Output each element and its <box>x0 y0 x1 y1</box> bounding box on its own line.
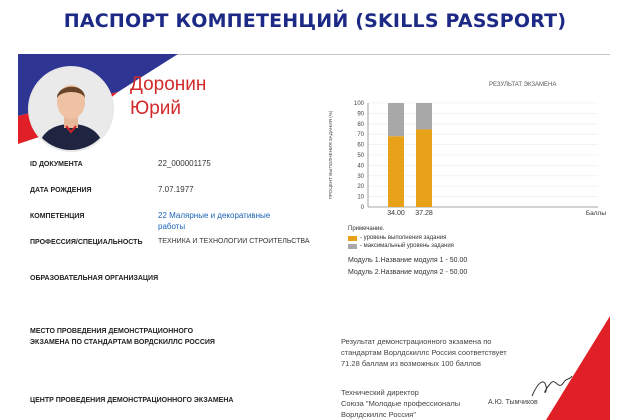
chart-title: РЕЗУЛЬТАТ ЭКЗАМЕНА <box>489 82 557 88</box>
y-tick-label: 70 <box>357 132 364 139</box>
exam-place-label-line2: ЭКЗАМЕНА ПО СТАНДАРТАМ ВОРДСКИЛЛС РОССИЯ <box>30 339 215 346</box>
y-axis-label: ПРОЦЕНТ ВЫПОЛНЕНИЯ ЗАДАНИЯ (%) <box>328 110 333 200</box>
page-title: ПАСПОРТ КОМПЕТЕНЦИЙ (SKILLS PASSPORT) <box>63 10 567 32</box>
y-tick-label: 80 <box>357 121 364 128</box>
signatory-line-2: Союза "Молодые профессионалы <box>341 399 461 408</box>
signatory-name: А.Ю. Тымчиков <box>488 399 538 406</box>
y-tick-label: 40 <box>357 163 364 170</box>
legend-label-max: - максимальный уровень задания <box>360 243 454 249</box>
skills-passport-document <box>18 54 610 420</box>
result-line-2: стандартам Ворлдскиллс Россия соответствует <box>341 348 507 357</box>
profession-label: ПРОФЕССИЯ/СПЕЦИАЛЬНОСТЬ <box>30 239 143 246</box>
competence-value-line2: работы <box>158 222 186 231</box>
result-line-1: Результат демонстрационного экзамена по <box>341 337 492 346</box>
doc-id-label: ID ДОКУМЕНТА <box>30 161 83 168</box>
result-line-3: 71.28 баллам из возможных 100 баллов <box>341 359 481 368</box>
birth-date-value: 7.07.1977 <box>158 185 194 194</box>
exam-place-label-line1: МЕСТО ПРОВЕДЕНИЯ ДЕМОНСТРАЦИОННОГО <box>30 328 194 335</box>
person-first-name: Юрий <box>130 98 181 119</box>
doc-id-value: 22_000001175 <box>158 159 211 168</box>
module-1: Модуль 1.Название модуля 1 - 50.00 <box>348 257 468 264</box>
birth-date-label: ДАТА РОЖДЕНИЯ <box>30 187 92 194</box>
y-tick-label: 10 <box>357 194 364 201</box>
person-last-name: Доронин <box>130 74 207 95</box>
exam-center-label: ЦЕНТР ПРОВЕДЕНИЯ ДЕМОНСТРАЦИОННОГО ЭКЗАМЕНА <box>30 397 234 404</box>
y-tick-label: 100 <box>353 101 364 107</box>
x-tick-label: 34.00 <box>387 210 405 217</box>
y-tick-label: 60 <box>357 142 364 149</box>
y-tick-label: 30 <box>357 173 364 180</box>
profession-value: ТЕХНИКА И ТЕХНОЛОГИИ СТРОИТЕЛЬСТВА <box>158 238 310 245</box>
signatory-line-3: Ворлдскиллс Россия" <box>341 410 416 419</box>
y-tick-label: 90 <box>357 111 364 118</box>
module-2: Модуль 2.Название модуля 2 - 50.00 <box>348 269 468 276</box>
x-tick-label: 37.28 <box>415 210 433 217</box>
x-axis-label: Баллы <box>585 210 606 217</box>
legend-note-title: Примечание. <box>348 226 385 232</box>
competence-label: КОМПЕТЕНЦИЯ <box>30 213 85 220</box>
corner-decoration <box>18 54 610 420</box>
signatory-line-1: Технический директор <box>341 388 419 397</box>
legend-label-level: - уровень выполнения задания <box>360 235 447 241</box>
competence-value-line1: 22 Малярные и декоративные <box>158 211 271 220</box>
y-tick-label: 50 <box>357 153 364 159</box>
y-tick-label: 20 <box>357 184 364 191</box>
y-tick-label: 0 <box>360 205 364 211</box>
education-org-label: ОБРАЗОВАТЕЛЬНАЯ ОРГАНИЗАЦИЯ <box>30 275 159 282</box>
